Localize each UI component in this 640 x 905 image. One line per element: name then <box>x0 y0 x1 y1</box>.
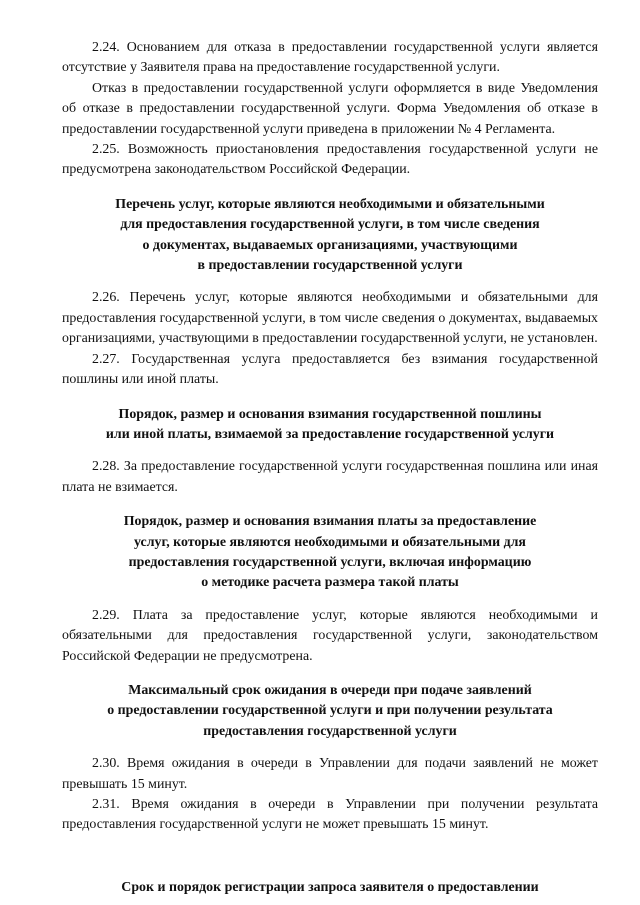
paragraph-refusal: Отказ в предоставлении государственной услуги оформляется в виде Уведомления об отказе в предоставлении государственной услуги. Форма Уведомления об отказе в предоставлении государственной услуги приведена в приложении № 4 Регламента. <box>62 80 598 137</box>
heading-line: для предоставления государственной услуги, в том числе сведения <box>120 217 540 233</box>
paragraph-2-30: 2.30. Время ожидания в очереди в Управлении для подачи заявлений не может превышать 15 минут. <box>62 756 598 792</box>
heading-line: о методике расчета размера такой платы <box>201 575 459 591</box>
heading-line: услуг, которые являются необходимыми и обязательными для <box>134 534 526 550</box>
heading-line: предоставления государственной услуги <box>203 723 457 739</box>
heading-payment-procedure <box>62 512 598 594</box>
heading-line: Порядок, размер и основания взимания государственной пошлины <box>118 406 542 422</box>
heading-line: о предоставлении государственной услуги и при получении результата <box>107 703 553 719</box>
paragraph-2-29: 2.29. Плата за предоставление услуг, которые являются необходимыми и обязательными для предоставления государственной услуги, законодательством Российской Федерации не предусмотрена. <box>62 607 598 664</box>
paragraph-2-27: 2.27. Государственная услуга предоставляется без взимания государственной пошлины или иной платы. <box>62 351 598 388</box>
heading-line: предоставления государственной услуги, включая информацию <box>128 554 532 570</box>
heading-line: о документах, выдаваемых организациями, участвующими <box>142 237 518 253</box>
heading-line: в предоставлении государственной услуги <box>197 258 463 274</box>
paragraph-2-28: 2.28. За предоставление государственной услуги государственная пошлина или иная плата не взимается. <box>62 459 598 495</box>
document-page <box>62 38 598 898</box>
paragraph-2-31: 2.31. Время ожидания в очереди в Управлении при получении результата предоставления государственной услуги не может превышать 15 минут. <box>62 797 598 833</box>
paragraph-2-26: 2.26. Перечень услуг, которые являются необходимыми и обязательными для предоставления государственной услуги, в том числе сведения о документах, выдаваемых организациями, участвующими в предоставлении государственной услуги, не установлен. <box>62 290 598 347</box>
heading-line: Срок и порядок регистрации запроса заявителя о предоставлении <box>121 879 539 895</box>
heading-line: Максимальный срок ожидания в очереди при подаче заявлений <box>128 682 532 698</box>
paragraph-2-24: 2.24. Основанием для отказа в предоставлении государственной услуги является отсутствие у Заявителя права на предоставление государственной услуги. <box>62 40 598 76</box>
heading-services-list <box>62 195 598 277</box>
heading-line: или иной платы, взимаемой за предоставление государственной услуги <box>105 426 555 442</box>
paragraph-2-25: 2.25. Возможность приостановления предоставления государственной услуги не предусмотрена законодательством Российской Федерации. <box>62 142 598 178</box>
heading-line: Порядок, размер и основания взимания платы за предоставление <box>123 514 537 530</box>
heading-line: Перечень услуг, которые являются необходимыми и обязательными <box>115 196 545 212</box>
heading-registration <box>62 878 598 898</box>
heading-state-fee <box>62 405 598 446</box>
heading-queue-time <box>62 681 598 742</box>
